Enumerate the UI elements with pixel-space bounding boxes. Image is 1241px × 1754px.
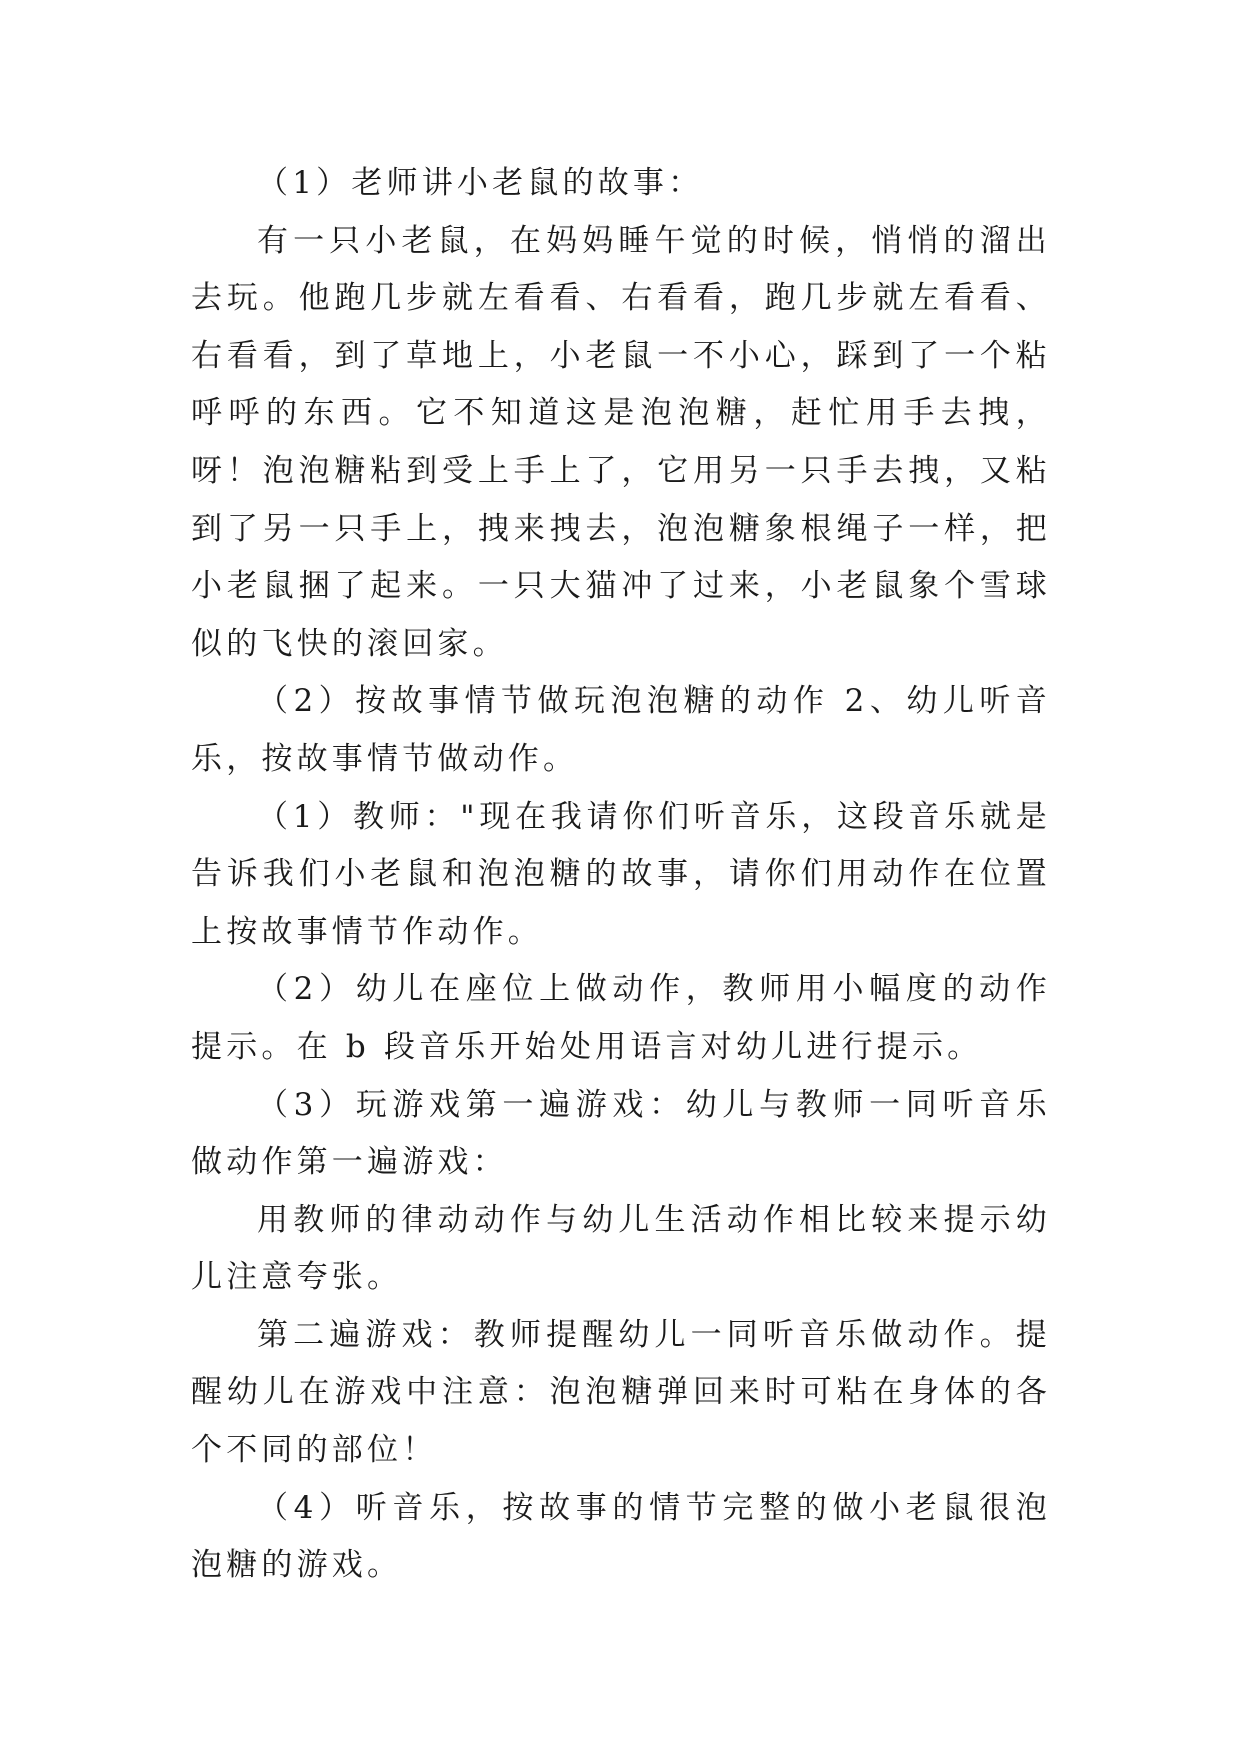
- paragraph: （1）教师："现在我请你们听音乐，这段音乐就是告诉我们小老鼠和泡泡糖的故事，请你们用动作在位置上按故事情节作动作。: [191, 798, 1051, 950]
- paragraph: 用教师的律动动作与幼儿生活动作相比较来提示幼儿注意夸张。: [191, 1201, 1051, 1296]
- document-body: [191, 155, 1051, 1595]
- paragraph: （1）老师讲小老鼠的故事：: [257, 165, 704, 201]
- paragraph: （2）按故事情节做玩泡泡糖的动作 2、幼儿听音乐，按故事情节做动作。: [191, 683, 1051, 777]
- paragraph: 第二遍游戏：教师提醒幼儿一同听音乐做动作。提醒幼儿在游戏中注意：泡泡糖弹回来时可粘在身体的各个不同的部位！: [191, 1316, 1051, 1469]
- paragraph: 有一只小老鼠，在妈妈睡午觉的时候，悄悄的溜出去玩。他跑几步就左看看、右看看，跑几步就左看看、右看看，到了草地上，小老鼠一不小心，踩到了一个粘呼呼的东西。它不知道这是泡泡糖，赶忙用手去拽，呀！泡泡糖粘到受上手上了，它用另一只手去拽，又粘到了另一只手上，拽来拽去，泡泡糖象根绳子一样，把小老鼠捆了起来。一只大猫冲了过来，小老鼠象个雪球似的飞快的滚回家。: [191, 222, 1051, 662]
- paragraph: （4）听音乐，按故事的情节完整的做小老鼠很泡泡糖的游戏。: [191, 1489, 1051, 1584]
- paragraph: （2）幼儿在座位上做动作，教师用小幅度的动作提示。在 b 段音乐开始处用语言对幼儿进行提示。: [191, 971, 1051, 1065]
- paragraph: （3）玩游戏第一遍游戏：幼儿与教师一同听音乐做动作第一遍游戏：: [191, 1086, 1051, 1181]
